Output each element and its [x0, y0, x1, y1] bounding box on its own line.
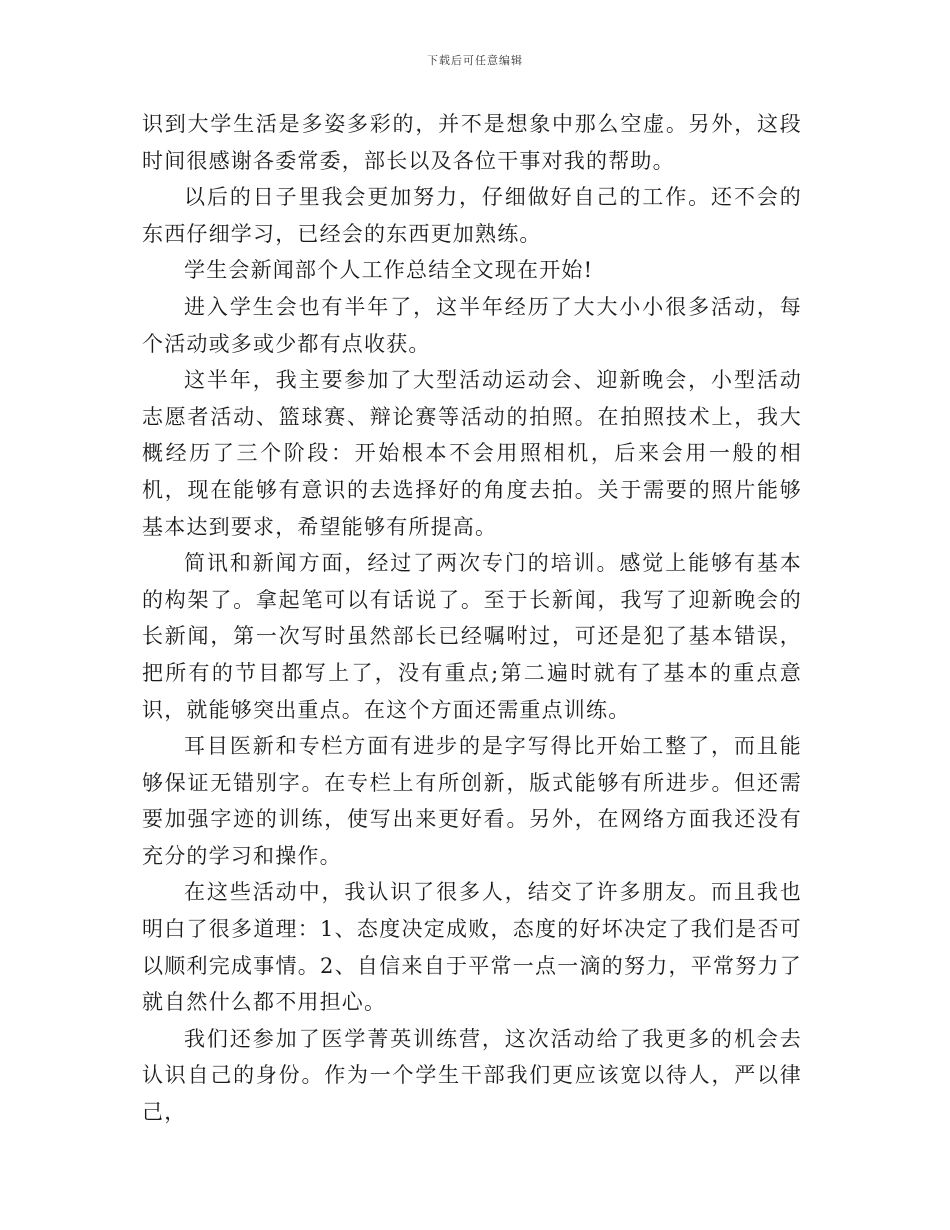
- paragraph: 我们还参加了医学菁英训练营，这次活动给了我更多的机会去认识自己的身份。作为一个学生干部我们更应该宽以待人，严以律己，: [142, 1026, 802, 1125]
- paragraph: 这半年，我主要参加了大型活动运动会、迎新晚会，小型活动志愿者活动、篮球赛、辩论赛等活动的拍照。在拍照技术上，我大概经历了三个阶段：开始根本不会用照相机，后来会用一般的相机，现在能够有意识的去选择好的角度去拍。关于需要的照片能够基本达到要求，希望能够有所提高。: [142, 368, 802, 539]
- paragraph: 以后的日子里我会更加努力，仔细做好自己的工作。还不会的东西仔细学习，已经会的东西更加熟练。: [142, 185, 802, 246]
- paragraph: 在这些活动中，我认识了很多人，结交了许多朋友。而且我也明白了很多道理：1、态度决定成败，态度的好坏决定了我们是否可以顺利完成事情。2、自信来自于平常一点一滴的努力，平常努力了就自然什么都不用担心。: [142, 880, 802, 1015]
- paragraph: 识到大学生活是多姿多彩的，并不是想象中那么空虚。另外，这段时间很感谢各委常委，部长以及各位干事对我的帮助。: [142, 112, 802, 173]
- page-header: 下载后可任意编辑: [427, 54, 523, 67]
- paragraph: 简讯和新闻方面，经过了两次专门的培训。感觉上能够有基本的构架了。拿起笔可以有话说了。至于长新闻，我写了迎新晚会的长新闻，第一次写时虽然部长已经嘱咐过，可还是犯了基本错误，把所有的节目都写上了，没有重点;第二遍时就有了基本的重点意识，就能够突出重点。在这个方面还需重点训练。: [142, 551, 802, 722]
- document-body: [142, 106, 802, 1131]
- paragraph: 耳目医新和专栏方面有进步的是字写得比开始工整了，而且能够保证无错别字。在专栏上有所创新，版式能够有所进步。但还需要加强字迹的训练，使写出来更好看。另外，在网络方面我还没有充分的学习和操作。: [142, 734, 802, 868]
- paragraph: 进入学生会也有半年了，这半年经历了大大小小很多活动，每个活动或多或少都有点收获。: [142, 294, 802, 356]
- paragraph: 学生会新闻部个人工作总结全文现在开始!: [184, 258, 594, 283]
